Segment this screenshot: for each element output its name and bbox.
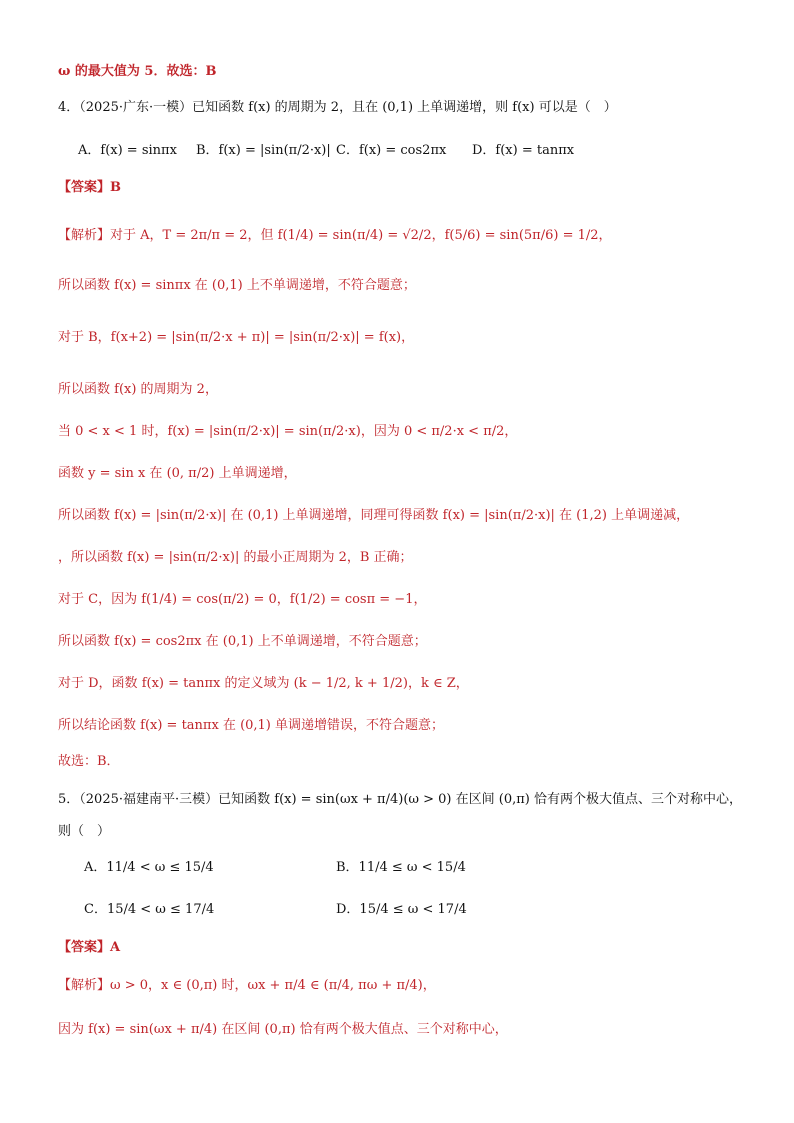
- q5-analysis-line: 因为 f(x) = sin(ωx + π/4) 在区间 (0,π) 恰有两个极大值点、三个对称中心，: [58, 1022, 508, 1037]
- q4-analysis-line: ，所以函数 f(x) = |sin(π/2·x)| 的最小正周期为 2，B 正确；: [58, 550, 413, 565]
- question-5-stem-cont: 则（ ）: [58, 824, 111, 839]
- q4-analysis-line: 所以结论函数 f(x) = tanπx 在 (0,1) 单调递增错误，不符合题意；: [58, 718, 445, 733]
- q4-analysis-b: 对于 B，f(x+2) = |sin(π/2·x + π)| = |sin(π/2·x)| = f(x)，: [58, 330, 415, 345]
- q4-analysis-line: 所以函数 f(x) = cos2πx 在 (0,1) 上不单调递增，不符合题意；: [58, 634, 427, 649]
- q5-option-c: C．15/4 < ω ≤ 17/4: [84, 902, 215, 917]
- previous-conclusion: ω 的最大值为 5．故选：B: [58, 64, 217, 79]
- q4-option-d: D．f(x) = tanπx: [472, 143, 575, 158]
- q4-analysis-c: 对于 C，因为 f(1/4) = cos(π/2) = 0，f(1/2) = cosπ = −1，: [58, 592, 427, 607]
- q5-option-d: D．15/4 ≤ ω < 17/4: [336, 902, 467, 917]
- q4-analysis-d: 对于 D，函数 f(x) = tanπx 的定义域为 (k − 1/2, k + 1/2)，k ∈ Z，: [58, 676, 469, 691]
- q4-conclusion: 故选：B．: [58, 754, 120, 769]
- q5-option-b: B．11/4 ≤ ω < 15/4: [336, 860, 466, 875]
- q5-option-a: A．11/4 < ω ≤ 15/4: [84, 860, 214, 875]
- q4-analysis-line: 函数 y = sin x 在 (0, π/2) 上单调递增，: [58, 466, 297, 481]
- q4-analysis-line: 所以函数 f(x) = |sin(π/2·x)| 在 (0,1) 上单调递增，同理可得函数 f(x) = |sin(π/2·x)| 在 (1,2) 上单调递减，: [58, 508, 690, 523]
- q4-option-c: C．f(x) = cos2πx: [336, 143, 447, 158]
- q4-analysis-a: 【解析】对于 A，T = 2π/π = 2，但 f(1/4) = sin(π/4) = √2/2，f(5/6) = sin(5π/6) = 1/2，: [58, 228, 612, 243]
- q4-analysis-line: 所以函数 f(x) 的周期为 2，: [58, 382, 218, 397]
- q4-answer: 【答案】B: [58, 180, 121, 195]
- q4-analysis-line: 当 0 < x < 1 时，f(x) = |sin(π/2·x)| = sin(π/2·x)，因为 0 < π/2·x < π/2，: [58, 424, 518, 439]
- q4-analysis-line: 所以函数 f(x) = sinπx 在 (0,1) 上不单调递增，不符合题意；: [58, 278, 416, 293]
- q4-option-a: A．f(x) = sinπx: [78, 143, 177, 158]
- q5-analysis: 【解析】ω > 0，x ∈ (0,π) 时，ωx + π/4 ∈ (π/4, πω + π/4)，: [58, 978, 436, 993]
- q4-option-b: B．f(x) = |sin(π/2·x)|: [196, 143, 331, 158]
- question-5-stem: 5．（2025·福建南平·三模）已知函数 f(x) = sin(ωx + π/4)(ω > 0) 在区间 (0,π) 恰有两个极大值点、三个对称中心，: [58, 792, 742, 807]
- question-4-stem: 4．（2025·广东·一模）已知函数 f(x) 的周期为 2，且在 (0,1) 上单调递增，则 f(x) 可以是（ ）: [58, 100, 617, 115]
- q5-answer: 【答案】A: [58, 940, 121, 955]
